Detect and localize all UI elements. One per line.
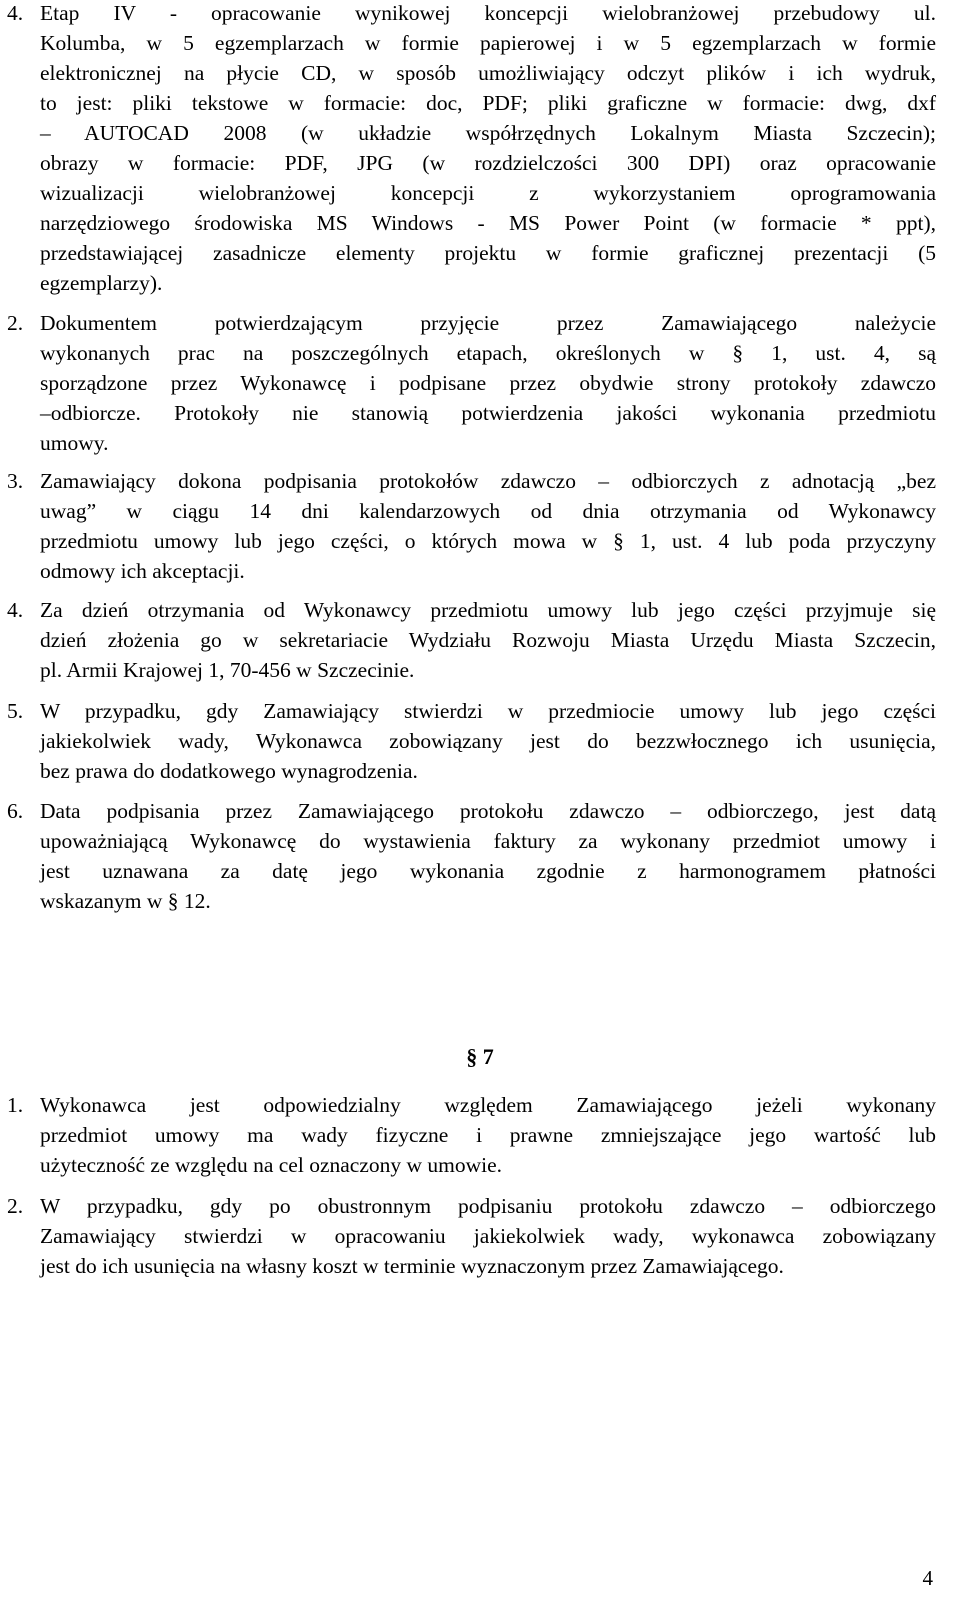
text-line: W przypadku, gdy po obustronnym podpisaniu protokołu zdawczo – odbiorczego — [40, 1194, 936, 1218]
text-line: wskazanym w § 12. — [40, 889, 211, 913]
text-line: bez prawa do dodatkowego wynagrodzenia. — [40, 759, 418, 783]
text-line: dzień złożenia go w sekretariacie Wydziału Rozwoju Miasta Urzędu Miasta Szczecin, — [40, 628, 936, 652]
item-text — [40, 308, 936, 458]
item-number: 2. — [7, 311, 24, 335]
text-line: Wykonawca jest odpowiedzialny względem Zamawiającego jeżeli wykonany — [40, 1093, 936, 1117]
text-line: Dokumentem potwierdzającym przyjęcie przez Zamawiającego należycie — [40, 311, 936, 335]
text-line: W przypadku, gdy Zamawiający stwierdzi w przedmiocie umowy lub jego części — [40, 699, 936, 723]
item-number: 5. — [7, 699, 24, 723]
item-text — [40, 796, 936, 916]
item-text — [40, 595, 936, 685]
item-number: 3. — [7, 469, 24, 493]
text-line: użyteczność ze względu na cel oznaczony w umowie. — [40, 1153, 503, 1177]
text-line: egzemplarzy). — [40, 271, 163, 295]
item-text — [40, 1191, 936, 1281]
text-line: jest uznawana za datę jego wykonania zgodnie z harmonogramem płatności — [40, 859, 936, 883]
item-text — [40, 466, 936, 586]
section-heading: § 7 — [466, 1044, 494, 1069]
text-line: przedmiotu umowy lub jego części, o których mowa w § 1, ust. 4 lub poda przyczyny — [40, 529, 936, 553]
text-line: wizualizacji wielobranżowej koncepcji z wykorzystaniem oprogramowania — [40, 181, 936, 205]
text-line: Zamawiający stwierdzi w opracowaniu jakiekolwiek wady, wykonawca zobowiązany — [40, 1224, 936, 1248]
text-line: umowy. — [40, 431, 109, 455]
text-line: odmowy ich akceptacji. — [40, 559, 245, 583]
text-line: –odbiorcze. Protokoły nie stanowią potwierdzenia jakości wykonania przedmiotu — [40, 401, 936, 425]
item-text — [40, 696, 936, 786]
text-line: uwag” w ciągu 14 dni kalendarzowych od dnia otrzymania od Wykonawcy — [40, 499, 936, 523]
text-line: obrazy w formacie: PDF, JPG (w rozdzielczości 300 DPI) oraz opracowanie — [40, 151, 936, 175]
text-line: – AUTOCAD 2008 (w układzie współrzędnych Lokalnym Miasta Szczecin); — [40, 121, 936, 145]
text-line: elektronicznej na płycie CD, w sposób umożliwiający odczyt plików i ich wydruk, — [40, 61, 936, 85]
item-number: 4. — [7, 598, 24, 622]
text-line: upoważniającą Wykonawcę do wystawienia faktury za wykonany przedmiot umowy i — [40, 829, 936, 853]
text-line: Kolumba, w 5 egzemplarzach w formie papierowej i w 5 egzemplarzach w formie — [40, 31, 936, 55]
item-text — [40, 0, 936, 298]
text-line: przedmiot umowy ma wady fizyczne i prawne zmniejszające jego wartość lub — [40, 1123, 936, 1147]
text-line: Etap IV - opracowanie wynikowej koncepcji wielobranżowej przebudowy ul. — [40, 1, 936, 25]
text-line: Za dzień otrzymania od Wykonawcy przedmiotu umowy lub jego części przyjmuje się — [40, 598, 936, 622]
text-line: Zamawiający dokona podpisania protokołów zdawczo – odbiorczych z adnotacją „bez — [40, 469, 936, 493]
item-number: 4. — [7, 1, 24, 25]
text-line: Data podpisania przez Zamawiającego protokołu zdawczo – odbiorczego, jest datą — [40, 799, 936, 823]
item-number: 2. — [7, 1194, 24, 1218]
text-line: przedstawiającej zasadnicze elementy projektu w formie graficznej prezentacji (5 — [40, 241, 936, 265]
text-line: narzędziowego środowiska MS Windows - MS Power Point (w formacie * ppt), — [40, 211, 936, 235]
text-line: sporządzone przez Wykonawcę i podpisane przez obydwie strony protokoły zdawczo — [40, 371, 936, 395]
item-number: 1. — [7, 1093, 24, 1117]
item-number: 6. — [7, 799, 24, 823]
text-line: pl. Armii Krajowej 1, 70-456 w Szczecinie. — [40, 658, 415, 682]
item-text — [40, 1090, 936, 1180]
page-number: 4 — [922, 1566, 933, 1590]
text-line: wykonanych prac na poszczególnych etapach, określonych w § 1, ust. 4, są — [40, 341, 936, 365]
text-line: jakiekolwiek wady, Wykonawca zobowiązany jest do bezzwłocznego ich usunięcia, — [40, 729, 936, 753]
text-line: to jest: pliki tekstowe w formacie: doc, PDF; pliki graficzne w formacie: dwg, dxf — [40, 91, 936, 115]
text-line: jest do ich usunięcia na własny koszt w terminie wyznaczonym przez Zamawiającego. — [40, 1254, 784, 1278]
